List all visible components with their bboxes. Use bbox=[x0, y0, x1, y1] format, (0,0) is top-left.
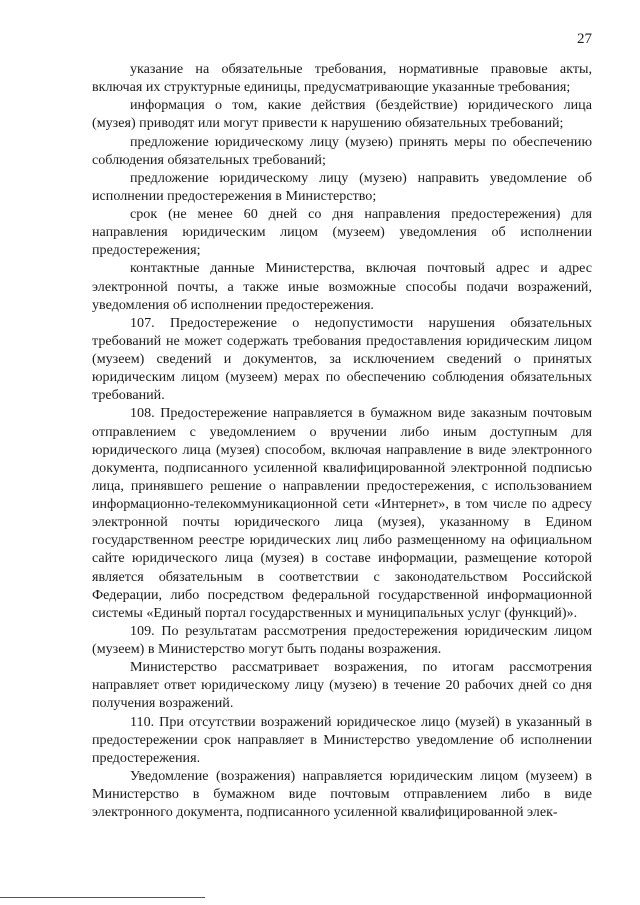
footer-divider bbox=[0, 897, 205, 898]
paragraph: 108. Предостережение направляется в бумажном виде заказным почтовым отправлением с уведомлением о вручении либо иным доступным для юридического лица (музея) способом, включая направление в виде электронного документа, подписанного усиленной квалифицированной электронной подписью лица, принявшего решение о направлении предостережения, с использованием информационно-телекоммуникационной сети «Интернет», в том числе по адресу электронной почты юридического лица (музея), указанному в Едином государственном реестре юридических лиц либо размещенному на официальном сайте юридического лица (музея) в составе информации, размещение которой является обязательным в соответствии с законодательством Российской Федерации, либо посредством федеральной государственной информационной системы «Единый портал государственных и муниципальных услуг (функций)». bbox=[92, 405, 592, 621]
paragraph: 110. При отсутствии возражений юридическое лицо (музей) в указанный в предостережении срок направляет в Министерство уведомление об исполнении предостережения. bbox=[92, 713, 592, 766]
paragraph: 109. По результатам рассмотрения предостережения юридическим лицом (музеем) в Министерство могут быть поданы возражения. bbox=[92, 622, 592, 657]
page-number: 27 bbox=[577, 31, 592, 47]
paragraph: контактные данные Министерства, включая почтовый адрес и адрес электронной почты, а также иные возможные способы подачи возражений, уведомления об исполнении предостережения. bbox=[92, 260, 592, 313]
paragraph: предложение юридическому лицу (музею) принять меры по обеспечению соблюдения обязательных требований; bbox=[92, 133, 592, 168]
paragraph: указание на обязательные требования, нормативные правовые акты, включая их структурные единицы, предусматривающие указанные требования; bbox=[92, 61, 592, 96]
document-body bbox=[92, 60, 592, 821]
paragraph: информация о том, какие действия (бездействие) юридического лица (музея) приводят или могут привести к нарушению обязательных требований; bbox=[92, 97, 592, 132]
paragraph: Уведомление (возражения) направляется юридическим лицом (музеем) в Министерство в бумажном виде почтовым отправлением либо в виде электронного документа, подписанного усиленной квалифицированной элек- bbox=[92, 767, 592, 821]
paragraph: Министерство рассматривает возражения, по итогам рассмотрения направляет ответ юридическому лицу (музею) в течение 20 рабочих дней со дня получения возражений. bbox=[92, 659, 592, 712]
paragraph: предложение юридическому лицу (музею) направить уведомление об исполнении предостережения в Министерство; bbox=[92, 169, 592, 204]
paragraph: 107. Предостережение о недопустимости нарушения обязательных требований не может содержать требования предоставления юридическим лицом (музеем) сведений и документов, за исключением сведений о принятых юридическим лицом (музеем) мерах по обеспечению соблюдения обязательных требований. bbox=[92, 314, 592, 404]
paragraph: срок (не менее 60 дней со дня направления предостережения) для направления юридическим лицом (музеем) уведомления об исполнении предостережения; bbox=[92, 206, 592, 259]
